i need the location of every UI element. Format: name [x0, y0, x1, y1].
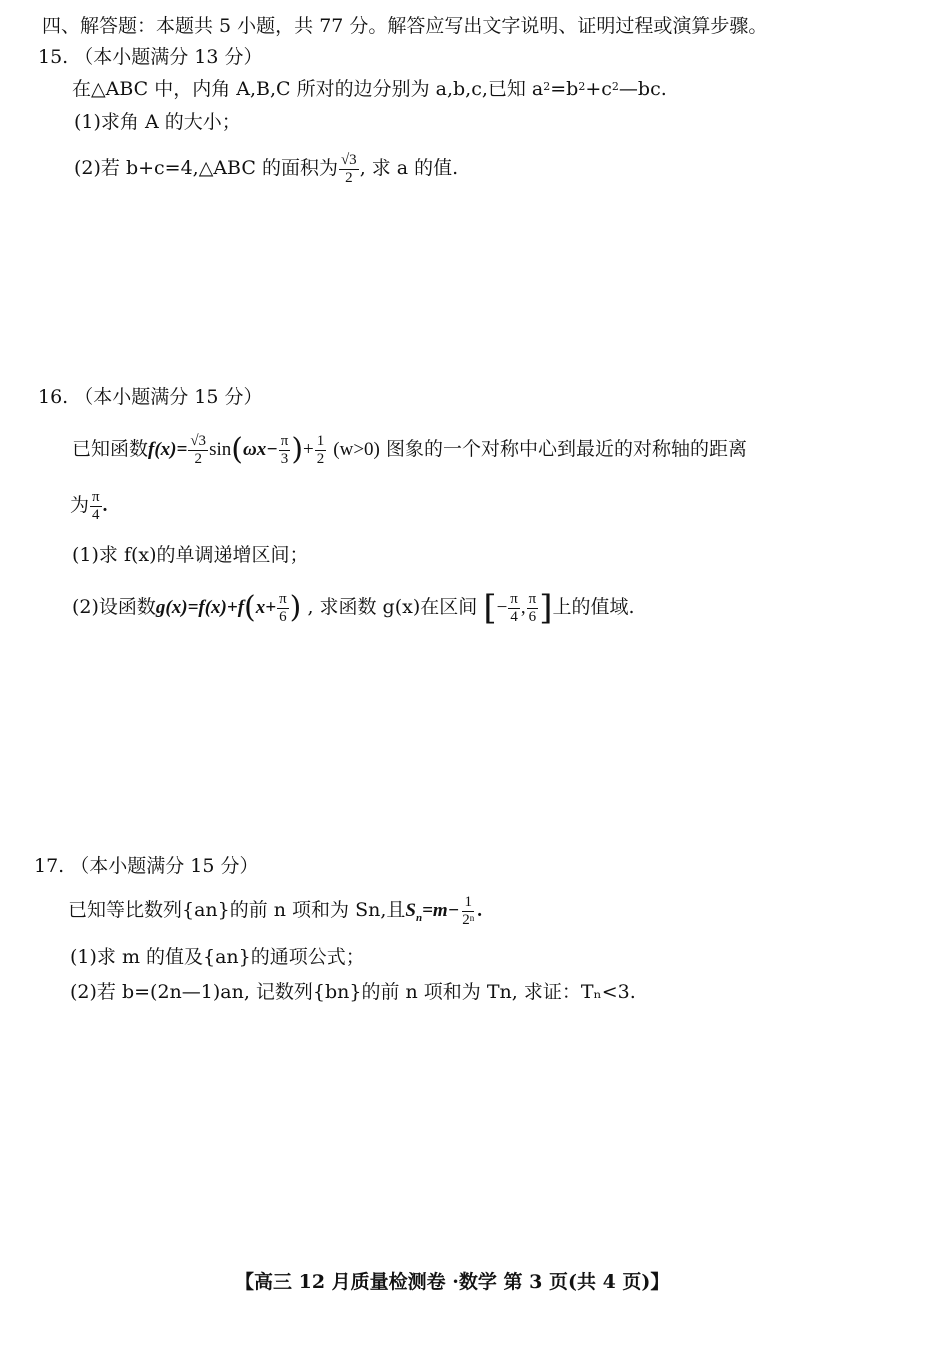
q16-pi6-num: π	[279, 590, 287, 607]
section-heading: 四、解答题：本题共 5 小题，共 77 分。解答应写出文字说明、证明过程或演算步骤。	[42, 15, 768, 37]
q17-part1: (1)求 m 的值及{an}的通项公式；	[70, 946, 365, 968]
q15-exp-c: 2	[611, 80, 619, 93]
q16-coef-num: √3	[190, 432, 207, 449]
q16-part2-tail: 上的值域.	[552, 596, 635, 618]
q16-half-fraction	[315, 433, 327, 468]
q15-header	[38, 45, 263, 69]
q16-int-left-fraction	[508, 591, 520, 626]
q17-eq: =m−	[422, 900, 460, 921]
q16-g-left-paren: (	[244, 590, 256, 625]
q17-score: （本小题满分 15 分）	[70, 855, 259, 877]
q16-pi4-fraction	[90, 489, 102, 524]
q17-fraction	[460, 894, 476, 929]
q17-part2: (2)若 b=(2n—1)an, 记数列{bn}的前 n 项和为 Tn, 求证：Tₙ<3.	[70, 981, 636, 1003]
q15-part2	[74, 148, 458, 188]
q16-stem-text: 已知函数	[72, 438, 149, 460]
q15-score: （本小题满分 13 分）	[74, 46, 263, 68]
q16-part2-mid: , 求函数 g(x)在区间	[307, 596, 478, 618]
q16-int-right-fraction	[527, 591, 539, 626]
q15-stem-text-b: =b	[550, 78, 579, 100]
q15-exp-a: 2	[543, 80, 551, 93]
q16-g-right-paren: )	[289, 590, 302, 625]
q15-part2-text: (2)若 b+c=4,△ABC 的面积为	[74, 157, 338, 179]
q16-int-right-num: π	[528, 590, 537, 607]
q15-stem-text-c: +c	[585, 78, 612, 100]
q16-left-paren: (	[231, 432, 243, 467]
q16-int-right-den: 6	[528, 608, 537, 625]
page-footer: 【高三 12 月质量检测卷 ·数学 第 3 页(共 4 页)】	[235, 1271, 670, 1293]
q16-pi4-num: π	[92, 488, 100, 505]
q15-area-fraction	[339, 152, 359, 187]
q17-sn: S	[405, 900, 416, 921]
q16-g-expr: g(x)=f(x)+f	[155, 597, 245, 618]
q15-part1: (1)求角 A 的大小；	[74, 111, 241, 133]
q15-stem-text-d: —bc.	[618, 78, 667, 100]
q16-x-plus: x+	[255, 597, 277, 618]
q15-area-denominator: 2	[345, 169, 353, 186]
q16-omega-x: ωx−	[242, 439, 278, 460]
q15-stem	[72, 77, 667, 101]
q16-minus: −	[496, 597, 508, 618]
q15-part2-tail: , 求 a 的值.	[359, 157, 459, 179]
q16-header	[38, 385, 263, 409]
q16-plus: +	[303, 439, 314, 460]
q16-part2-text: (2)设函数	[72, 596, 156, 618]
q16-sin: sin	[209, 439, 232, 460]
q17-period: .	[477, 900, 482, 921]
q16-part1: (1)求 f(x)的单调递增区间；	[72, 544, 309, 566]
q16-left-bracket: [	[483, 588, 497, 628]
q16-number: 16.	[38, 386, 69, 408]
q15-area-numerator: √3	[340, 151, 357, 168]
q16-int-left-num: π	[510, 590, 518, 607]
q16-coef-den: 2	[194, 450, 202, 467]
q16-comma: ,	[520, 597, 526, 618]
q16-stem-tail: 图象的一个对称中心到最近的对称轴的距离	[385, 438, 747, 460]
q16-part2	[72, 582, 635, 633]
q16-pi6-fraction	[277, 591, 289, 626]
q15-stem-text: 在△ABC 中，内角 A,B,C 所对的边分别为 a,b,c,已知 a	[72, 78, 544, 100]
q16-int-left-den: 4	[510, 608, 518, 625]
q16-period: .	[102, 495, 108, 516]
q16-pi3-num: π	[280, 432, 289, 449]
q17-number: 17.	[34, 855, 65, 877]
q17-header	[34, 854, 259, 878]
q16-f-lhs: f(x)=	[148, 439, 188, 460]
q16-half-num: 1	[316, 432, 325, 449]
q16-pi3-den: 3	[280, 450, 289, 467]
q17-frac-num: 1	[464, 893, 472, 910]
q16-pi3-fraction	[279, 433, 291, 468]
q16-coef-fraction	[188, 433, 208, 468]
q16-stem	[72, 424, 747, 475]
q16-pi6-den: 6	[279, 608, 287, 625]
q16-right-bracket: ]	[539, 588, 553, 628]
q16-half-den: 2	[316, 450, 325, 467]
q16-score: （本小题满分 15 分）	[74, 386, 263, 408]
q15-exp-b: 2	[578, 80, 586, 93]
q16-stem-line2	[70, 484, 107, 527]
q16-right-paren: )	[291, 432, 304, 467]
q16-pi4-den: 4	[92, 506, 100, 523]
q16-wei: 为	[70, 494, 90, 516]
q17-stem-text: 已知等比数列{an}的前 n 项和为 Sn,且	[68, 899, 406, 921]
q17-sup-n: n	[469, 912, 475, 923]
q17-two: 2	[462, 911, 470, 928]
q17-frac-den	[460, 912, 476, 929]
q17-stem	[68, 888, 482, 940]
q16-condition: (w>0)	[333, 439, 380, 460]
q15-number: 15.	[38, 46, 69, 68]
q17-sub-n: n	[415, 911, 423, 924]
